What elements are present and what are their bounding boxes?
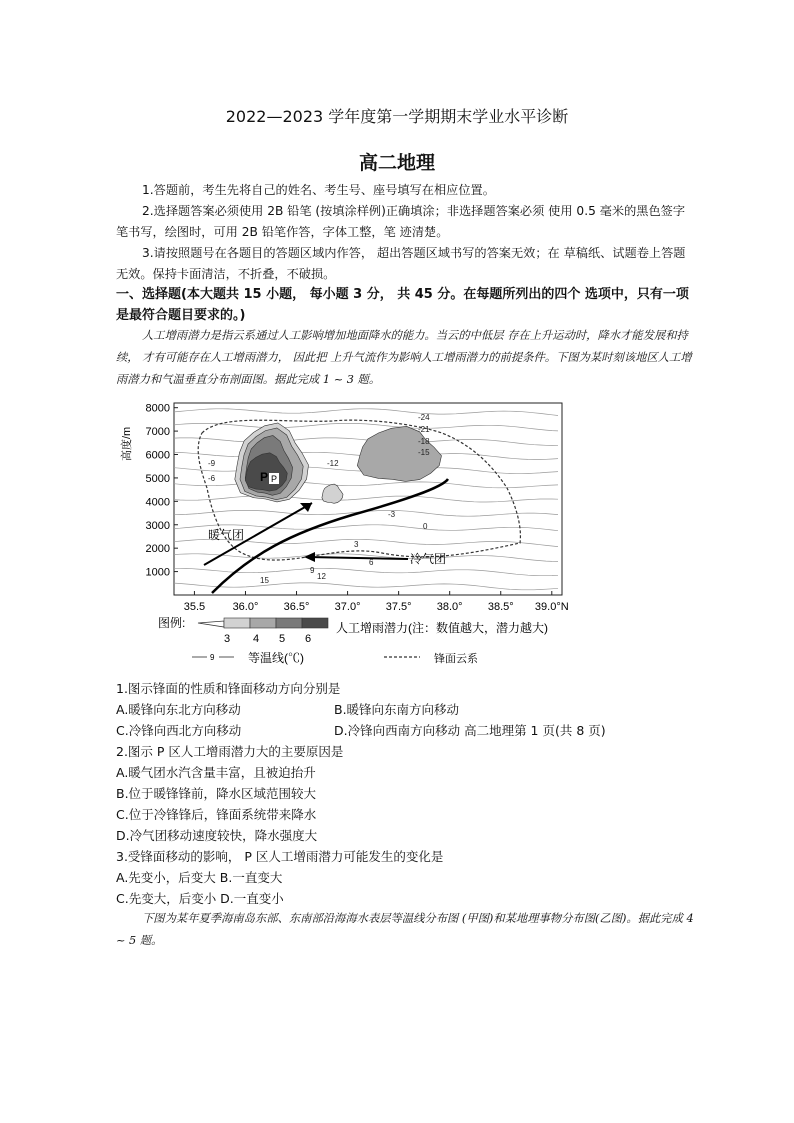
isotherm-label: 9	[310, 566, 315, 575]
y-tick-label: 3000	[145, 519, 170, 532]
isotherm-label: 15	[260, 576, 269, 585]
legend-level-label: 3	[224, 633, 231, 645]
passage-2: 下图为某年夏季海南岛东部、东南部沿海海水表层等温线分布图 (甲图)和某地理事物分布图(乙图)。据此完成 4 ~ 5 题。	[116, 912, 694, 947]
isotherm-label: 12	[317, 572, 326, 581]
legend-isotherm-sample: 9	[210, 653, 215, 662]
legend-potential-text: 人工增雨潜力(注：数值越大，潜力越大)	[336, 621, 548, 635]
legend-level-label: 5	[279, 633, 286, 645]
x-tick-label: 35.5	[183, 601, 206, 613]
legend-swatch	[276, 618, 302, 628]
instruction-1: 1.答题前，考生先将自己的姓名、考生号、座号填写在相应位置。	[142, 183, 495, 197]
isotherm-label: -9	[208, 459, 216, 468]
instruction-2: 2.选择题答案必须使用 2B 铅笔 (按填涂样例)正确填涂；非选择题答案必须 使用 0.5 毫米的黑色签字笔书写，绘图时，可用 2B 铅笔作答，字体工整，笔 迹清楚。	[116, 204, 686, 239]
isotherm-label: -21	[418, 425, 430, 434]
q3-options-ab: A.先变小，后变大 B.一直变大	[116, 870, 283, 885]
plot-frame	[174, 403, 562, 595]
isotherm-label: -15	[418, 448, 430, 457]
q3-options-cd: C.先变大，后变小 D.一直变小	[116, 891, 284, 906]
y-tick-label: 8000	[145, 402, 170, 415]
q1-option-c: C.冷锋向西北方向移动	[116, 723, 242, 738]
legend-potential-bar	[198, 618, 328, 645]
legend-level-label: 4	[253, 633, 260, 645]
q2-option-d: D.冷气团移动速度较快，降水强度大	[116, 828, 318, 843]
warm-mass-label: 暖气团	[208, 528, 245, 542]
q1-option-a: A.暖锋向东北方向移动	[116, 702, 241, 717]
point-p-label: P	[260, 470, 269, 484]
x-tick-label: 39.0°N	[534, 601, 569, 613]
y-tick-label: 2000	[145, 543, 170, 556]
y-tick-label: 6000	[145, 449, 170, 462]
q2-option-c: C.位于冷锋锋后，锋面系统带来降水	[116, 807, 317, 822]
legend-cloud-text: 锋面云系	[434, 653, 478, 665]
point-p2-label: P	[271, 474, 278, 484]
cold-mass-label: 冷气团	[410, 552, 447, 566]
isotherm-label: -12	[327, 459, 339, 468]
q1-stem: 1.图示锋面的性质和锋面移动方向分别是	[116, 681, 341, 696]
q1-option-b: B.暖锋向东南方向移动	[334, 702, 460, 717]
q2-option-b: B.位于暖锋锋前，降水区域范围较大	[116, 786, 317, 801]
subject-title: 高二地理	[358, 152, 435, 174]
q3-stem: 3.受锋面移动的影响， P 区人工增雨潜力可能发生的变化是	[116, 849, 444, 864]
x-tick-label: 38.5°	[487, 601, 514, 613]
legend-swatch	[224, 618, 250, 628]
legend-isotherm-text: 等温线(℃)	[248, 651, 304, 665]
isotherm-label: -24	[418, 413, 430, 422]
legend-swatch	[302, 618, 328, 628]
legend-swatch	[250, 618, 276, 628]
y-axis-label: 高度/m	[121, 426, 133, 461]
isotherm-label: -6	[208, 474, 216, 483]
instruction-3: 3.请按照题号在各题目的答题区域内作答， 超出答题区域书写的答案无效；在 草稿纸、试题卷上答题无效。保持卡面清洁，不折叠，不破损。	[116, 246, 686, 281]
y-tick-label: 4000	[145, 496, 170, 509]
legend-wedge	[198, 621, 224, 627]
q2-option-a: A.暖气团水汽含量丰富，且被迫抬升	[116, 765, 316, 780]
passage-1: 人工增雨潜力是指云系通过人工影响增加地面降水的能力。当云的中低层 存在上升运动时，降水才能发展和持续， 才有可能存在人工增雨潜力， 因此把 上升气流作为影响人工增雨潜力的前提条件。下图为某时刻该地区人工增雨潜力和气温垂直分布剖面图。据此完成 1 ~ 3 题。	[116, 329, 692, 386]
y-tick-label: 1000	[145, 566, 170, 579]
isotherm-label: 3	[354, 540, 359, 549]
x-tick-label: 38.0°	[436, 601, 463, 613]
isotherm-label: 0	[423, 522, 428, 531]
legend-label: 图例:	[158, 616, 186, 630]
isotherm-label: -3	[388, 510, 396, 519]
isotherm-label: -18	[418, 437, 430, 446]
y-axis-ticks	[146, 403, 178, 579]
q2-stem: 2.图示 P 区人工增雨潜力大的主要原因是	[116, 744, 344, 759]
y-tick-label: 5000	[145, 472, 170, 485]
exam-title: 2022—2023 学年度第一学期期末学业水平诊断	[225, 107, 569, 126]
x-tick-label: 36.0°	[232, 601, 259, 613]
rain-potential-chart	[112, 393, 582, 668]
y-tick-label: 7000	[145, 426, 170, 439]
legend-level-label: 6	[305, 633, 312, 645]
x-tick-label: 37.0°	[334, 601, 361, 613]
x-tick-label: 37.5°	[385, 601, 412, 613]
x-tick-label: 36.5°	[283, 601, 310, 613]
isotherm-label: 6	[369, 558, 374, 567]
section-heading: 一、选择题(本大题共 15 小题， 每小题 3 分， 共 45 分。在每题所列出的四个 选项中，只有一项是最符合题目要求的。)	[116, 287, 689, 323]
q1-option-d: D.冷锋向西南方向移动 高二地理第 1 页(共 8 页)	[334, 723, 606, 738]
